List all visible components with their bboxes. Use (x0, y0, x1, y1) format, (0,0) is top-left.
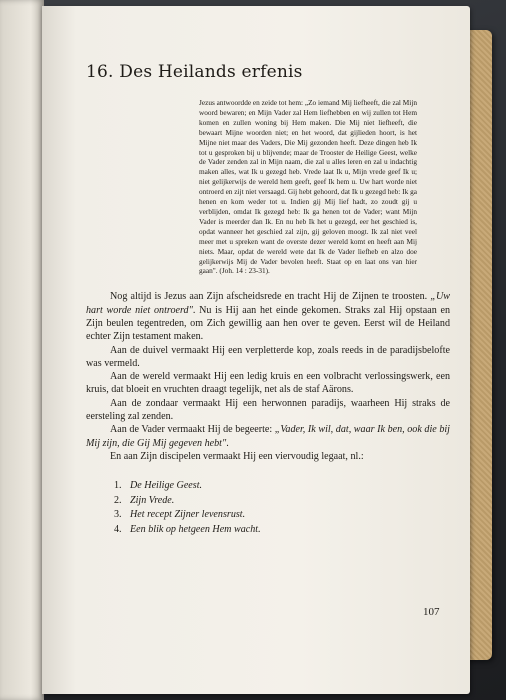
page-number: 107 (423, 606, 440, 618)
list-item-text: Een blik op hetgeen Hem wacht. (130, 523, 261, 535)
list-item-text: Het recept Zijner levensrust. (130, 509, 246, 521)
paragraph-1 (86, 290, 450, 343)
page-content (86, 62, 451, 618)
chapter-title: 16. Des Heilands erfenis (86, 62, 303, 82)
list-item-text: Zijn Vrede. (130, 494, 175, 506)
list-item-number: 3. (114, 509, 122, 521)
paragraph-3: Aan de wereld vermaakt Hij een ledig kruis en een volbracht verlossingswerk, een kruis, dat bloeit en vruchten draagt tegelijk, net als de staf Aärons. (86, 371, 450, 396)
list-item-number: 4. (114, 523, 122, 535)
body-text (86, 290, 450, 463)
paragraph-5-emphasis: „Vader, Ik wil, dat, waar Ik ben, ook die bij Mij zijn, die Gij Mij gegeven hebt" (86, 424, 450, 449)
paragraph-5-text-b: . (226, 437, 229, 449)
paragraph-6: En aan Zijn discipelen vermaakt Hij een viervoudig legaat, nl.: (110, 450, 364, 462)
paragraph-1-emphasis: „Uw hart worde niet ontroerd" (86, 291, 450, 316)
paragraph-1-text-a: Nog altijd is Jezus aan Zijn afscheidsrede en tracht Hij de Zijnen te troosten. (110, 291, 431, 303)
paragraph-5-text-a: Aan de Vader vermaakt Hij de begeerte: (110, 424, 275, 436)
list-item (86, 479, 450, 494)
scripture-quote (199, 98, 417, 276)
list-item (86, 508, 450, 523)
list-item (86, 494, 450, 509)
list-item-text: De Heilige Geest. (130, 480, 203, 492)
list-item-number: 1. (114, 480, 122, 492)
paragraph-2: Aan de duivel vermaakt Hij een verpletterde kop, zoals reeds in de paradijsbelofte was vermeld. (86, 344, 450, 369)
list-item (86, 523, 450, 538)
legacy-list (86, 479, 450, 537)
paragraph-4: Aan de zondaar vermaakt Hij een herwonnen paradijs, waarheen Hij straks de eersteling zal zenden. (86, 397, 450, 422)
list-item-number: 2. (114, 494, 122, 506)
left-page-edge (0, 0, 44, 700)
book-page (42, 6, 470, 694)
quote-text: Jezus antwoordde en zeide tot hem: „Zo iemand Mij liefheeft, die zal Mijn woord bewaren; en Mijn Vader zal Hem liefhebben en wij zullen tot Hem komen en zullen woning bij Hem maken. Die Mij niet liefheeft, die bewaart Mijne woorden niet; en het woord, dat gijlieden hoort, is het Mijne niet maar des Vaders, Die Mij gezonden heeft. Deze dingen heb Ik tot u gesproken bij u blijvende; maar de Trooster de Heilige Geest, welke de Vader zenden zal in Mijn naam, die zal u alles leren en zal u indachtig maken alles, wat Ik u gezegd heb. Vrede laat Ik u, Mijn vrede geef Ik u; niet gelijkerwijs de wereld hem geeft, geef Ik hem u. Uw hart worde niet ontroerd en zijt niet versaagd. Gij hebt gehoord, dat Ik u gezegd heb: Ik ga henen en kom weder tot u. Indien gij Mij lief hadt, zo zoudt gij u verblijden, omdat Ik gezegd heb: Ik ga henen tot de Vader; want Mijn Vader is meerder dan Ik. En nu heb Ik het u gezegd, eer het geschied is, opdat wanneer het geschied zal zijn, gij geloven moogt. Ik zal niet veel meer met u spreken want de overste dezer wereld komt en heeft aan Mij niets. Maar, opdat de wereld wete dat Ik de Vader liefheb en alzo doe gelijkerwijs Mij de Vader bevolen heeft. Staat op en laat ons van hier gaan". (Joh. 14 : 23-31). (199, 98, 417, 276)
paragraph-1-text-b: . Nu is Hij aan het einde gekomen. Straks zal Hij opstaan en Zijn beulen tegentreden, om Zich gewillig aan hen over te geven. Eerst wil de Heiland echter Zijn testament maken. (86, 304, 451, 343)
paragraph-5 (86, 423, 450, 450)
